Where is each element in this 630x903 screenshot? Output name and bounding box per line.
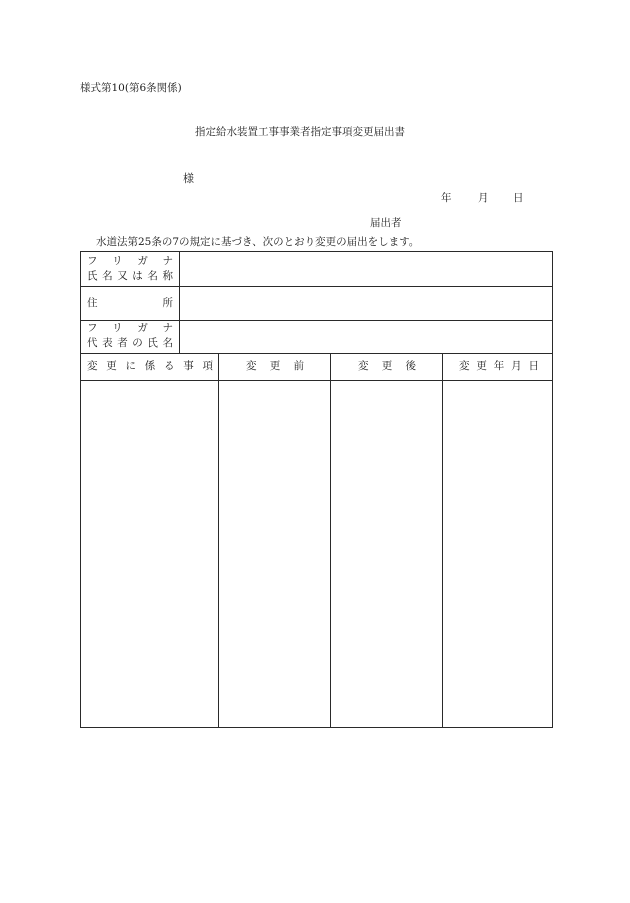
address-label: 住 所: [87, 297, 173, 309]
date-month-label: 月: [478, 192, 489, 204]
name-label: 氏 名 又 は 名 称: [87, 270, 173, 282]
intro-statement: 水道法第25条の7の規定に基づき、次のとおり変更の届出をします。: [96, 236, 420, 248]
change-item-entry-cell[interactable]: [82, 381, 217, 727]
representative-input-area[interactable]: [180, 321, 552, 352]
before-change-entry-cell[interactable]: [219, 381, 329, 727]
date-day-label: 日: [513, 192, 524, 204]
addressee-suffix: 様: [183, 172, 194, 185]
submitter-label: 届出者: [370, 217, 402, 229]
after-change-entry-cell[interactable]: [331, 381, 441, 727]
representative-name-label: 代 表 者 の 氏 名: [87, 337, 173, 349]
header-after-change: 変 更 後: [358, 360, 416, 372]
document-title: 指定給水装置工事事業者指定事項変更届出書: [195, 126, 405, 138]
header-change-date: 変 更 年 月 日: [459, 360, 539, 372]
furigana-label-1: フ リ ガ ナ: [87, 255, 173, 267]
row-divider: [81, 353, 552, 354]
name-input-area[interactable]: [180, 253, 552, 285]
address-input-area[interactable]: [180, 287, 552, 319]
header-before-change: 変 更 前: [246, 360, 304, 372]
change-date-entry-cell[interactable]: [443, 381, 552, 727]
header-change-item: 変 更 に 係 る 事 項: [87, 360, 213, 372]
furigana-label-2: フ リ ガ ナ: [87, 322, 173, 334]
form-table: [80, 251, 553, 728]
form-number: 様式第10(第6条関係): [80, 82, 182, 94]
date-year-label: 年: [441, 192, 452, 204]
